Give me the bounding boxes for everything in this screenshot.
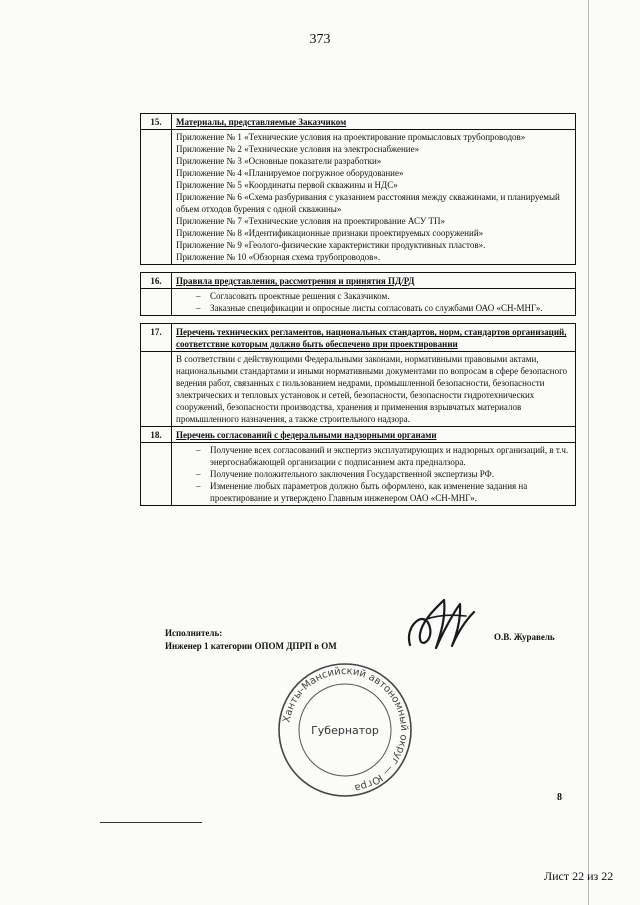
bullet-list bbox=[176, 444, 571, 504]
page-mark: 8 bbox=[557, 792, 562, 803]
list-item-text: Заказные спецификации и опросные листы согласовать со службами ОАО «СН-МНГ». bbox=[210, 303, 543, 313]
section-spacer bbox=[141, 316, 576, 324]
sheet-counter: Лист 22 из 22 bbox=[544, 869, 614, 883]
section-title: Перечень согласований с федеральными надзорными органами bbox=[172, 427, 576, 443]
appendix-line: Приложение № 2 «Технические условия на электроснабжение» bbox=[176, 144, 420, 154]
dash-bullet-icon: – bbox=[196, 481, 201, 491]
section-body bbox=[141, 352, 576, 427]
list-item bbox=[196, 290, 571, 302]
seal-ring-text: Ханты-Мансийский автономный округ — Югра bbox=[281, 665, 410, 794]
executor-block bbox=[165, 627, 337, 653]
section-number: 17. bbox=[141, 324, 172, 352]
seal-center-text: Губернатор bbox=[311, 724, 379, 737]
list-item-text: Согласовать проектные решения с Заказчиком. bbox=[210, 291, 390, 301]
executor-position: Инженер 1 категории ОПОМ ДПРП в ОМ bbox=[165, 641, 337, 651]
appendix-line: Приложение № 10 «Обзорная схема трубопроводов». bbox=[176, 252, 381, 262]
footnote-divider bbox=[100, 822, 202, 823]
dash-bullet-icon: – bbox=[196, 469, 201, 479]
section-content bbox=[172, 130, 576, 265]
section-body bbox=[141, 130, 576, 265]
section-content bbox=[172, 443, 576, 506]
bullet-list bbox=[176, 290, 571, 314]
executor-heading: Исполнитель: bbox=[165, 628, 223, 638]
page-edge-line bbox=[588, 0, 589, 905]
section-header bbox=[141, 324, 576, 352]
dash-bullet-icon: – bbox=[196, 291, 201, 301]
section-header bbox=[141, 427, 576, 443]
section-header bbox=[141, 114, 576, 130]
list-item-text: Получение всех согласований и экспертиз эксплуатирующих и надзорных организаций, в т.ч. энергоснабжающей организации с подписанием акта предналзора. bbox=[210, 445, 569, 467]
list-item bbox=[196, 302, 571, 314]
list-item-text: Получение положительного заключения Государственной экспертизы РФ. bbox=[210, 469, 495, 479]
list-item bbox=[196, 468, 571, 480]
section-number: 18. bbox=[141, 427, 172, 443]
section-title: Перечень технических регламентов, национальных стандартов, норм, стандартов организаций, соответствие которым должно быть обеспечено при проектировании bbox=[172, 324, 576, 352]
appendix-line: Приложение № 7 «Технические условия на проектирование АСУ ТП» bbox=[176, 216, 445, 226]
list-item bbox=[196, 480, 571, 504]
appendix-line: Приложение № 4 «Планируемое погружное оборудование» bbox=[176, 168, 404, 178]
requirements-table bbox=[140, 113, 576, 506]
section-content bbox=[172, 289, 576, 316]
appendix-line: Приложение № 9 «Геолого-физические характеристики продуктивных пластов». bbox=[176, 240, 486, 250]
dash-bullet-icon: – bbox=[196, 303, 201, 313]
list-item bbox=[196, 444, 571, 468]
section-header bbox=[141, 273, 576, 289]
appendix-line: Приложение № 5 «Координаты первой скважины и НДС» bbox=[176, 180, 398, 190]
stamp-icon bbox=[270, 655, 420, 810]
executor-name: О.В. Журавель bbox=[494, 632, 555, 642]
section-title: Материалы, представляемые Заказчиком bbox=[172, 114, 576, 130]
appendix-line: Приложение № 8 «Идентификационные признаки проектируемых сооружений» bbox=[176, 228, 484, 238]
dash-bullet-icon: – bbox=[196, 445, 201, 455]
section-spacer bbox=[141, 265, 576, 273]
section-content: В соответствии с действующими Федеральными законами, нормативными правовыми актами, национальными стандартами и иными нормативными документами по вопросам в сфере безопасного ведения работ, связанных с пользованием недрами, промышленной безопасности, безопасности электрических и тепловых установок и сетей, безопасности, безопасности гидротехнических сооружений, безопасности производства, хранения и применения взрывчатых материалов промышленного назначения, а также строительного надзора. bbox=[172, 352, 576, 427]
section-number: 15. bbox=[141, 114, 172, 130]
appendix-line: Приложение № 3 «Основные показатели разработки» bbox=[176, 156, 382, 166]
section-body bbox=[141, 289, 576, 316]
signature-icon bbox=[400, 590, 480, 665]
section-number: 16. bbox=[141, 273, 172, 289]
section-title: Правила представления, рассмотрения и принятия ПД/РД bbox=[172, 273, 576, 289]
page-number: 373 bbox=[309, 32, 331, 47]
section-body bbox=[141, 443, 576, 506]
list-item-text: Изменение любых параметров должно быть оформлено, как изменение задания на проектирование и утверждено Главным инженером ОАО «СН-МНГ». bbox=[210, 481, 528, 503]
appendix-line: Приложение № 6 «Схема разбуривания с указанием расстояния между скважинами, и планируемый объем отходов бурения с одной скважины» bbox=[176, 192, 560, 214]
appendix-line: Приложение № 1 «Технические условия на проектирование промысловых трубопроводов» bbox=[176, 132, 526, 142]
